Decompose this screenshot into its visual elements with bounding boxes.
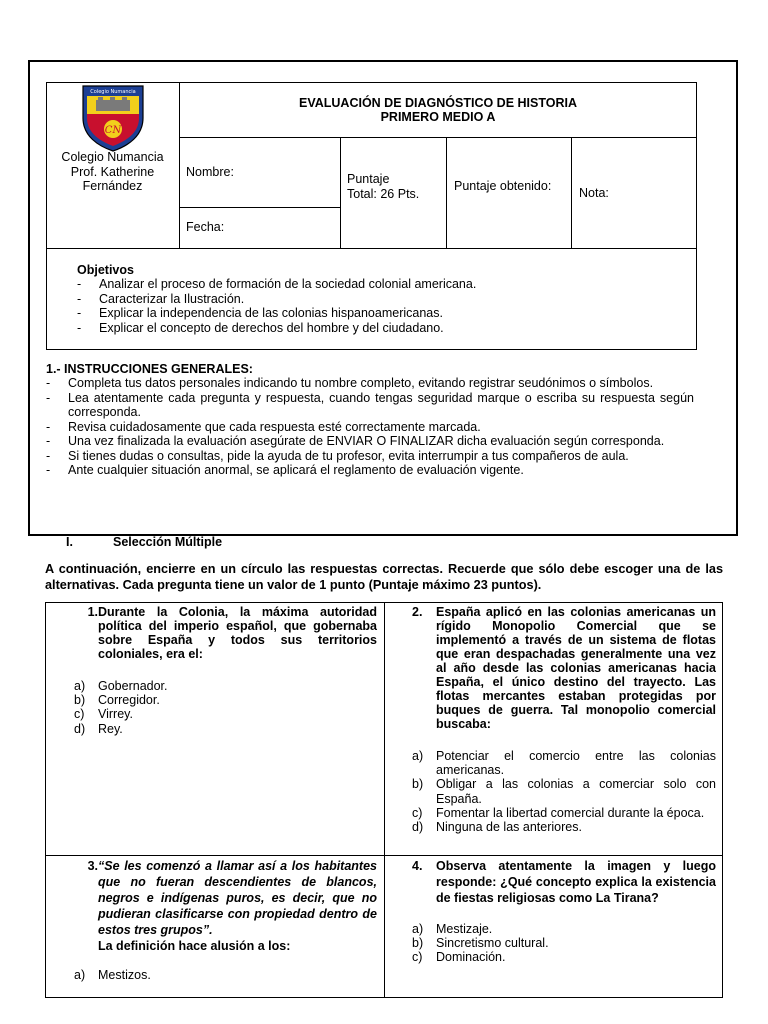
question-quote: “Se les comenzó a llamar así a los habitantes que no fueran descendientes de blancos, negros e indígenas puros, es decir, que no pudieran clasificarse con propiedad dentro de estos tres grupos”. [98, 859, 377, 937]
option-item[interactable]: d) Rey. [74, 721, 123, 736]
school-name: Colegio Numancia [61, 150, 164, 164]
instruction-item: - Lea atentamente cada pregunta y respuesta, cuando tengas seguridad marque o escriba su respuesta según corresponda. [46, 391, 694, 420]
question-text: Observa atentamente la imagen y luego responde: ¿Qué concepto explica la existencia de fiestas religiosas como La Tirana? [436, 859, 716, 905]
puntaje-obtenido-label: Puntaje obtenido: [454, 179, 552, 193]
instruction-item: - Revisa cuidadosamente que cada respuesta esté correctamente marcada. [46, 420, 694, 435]
question-4 [398, 858, 716, 965]
section-intro: A continuación, encierre en un círculo las respuestas correctas. Recuerde que sólo debe escoger una de las alternativas. Cada pregunta tiene un valor de 1 punto (Puntaje máximo 23 puntos). [45, 562, 723, 592]
options-list [74, 679, 377, 736]
option-item[interactable]: b) Obligar a las colonias a comerciar solo con España. [412, 777, 716, 806]
question-2 [398, 605, 716, 834]
option-item[interactable]: a) Mestizos. [74, 968, 151, 982]
objective-item: - Explicar la independencia de las colonias hispanoamericanas. [77, 306, 677, 321]
instruction-item: - Completa tus datos personales indicando tu nombre completo, evitando registrar seudónimos o símbolos. [46, 376, 694, 391]
header-divider [340, 137, 341, 249]
question-3 [60, 858, 377, 982]
header-divider [179, 137, 697, 138]
nota-label: Nota: [579, 186, 609, 200]
objective-item: - Caracterizar la Ilustración. [77, 292, 677, 307]
option-item[interactable]: a) Potenciar el comercio entre las colonias americanas. [412, 749, 716, 778]
option-item[interactable]: b) Sincretismo cultural. [412, 936, 549, 951]
table-divider [45, 855, 723, 856]
school-logo [80, 84, 146, 152]
option-item[interactable]: a) Gobernador. [74, 679, 168, 693]
instructions-title: 1.- INSTRUCCIONES GENERALES: [46, 362, 253, 376]
option-item[interactable]: a) Mestizaje. [412, 922, 493, 936]
option-item[interactable]: c) Fomentar la libertad comercial durante la época. [412, 805, 705, 820]
options-list [412, 749, 716, 834]
options-list [74, 968, 377, 982]
question-number: 1. [87, 605, 98, 619]
fecha-label: Fecha: [186, 220, 225, 234]
option-item[interactable]: c) Virrey. [74, 707, 133, 722]
puntaje-total [347, 172, 419, 201]
question-1 [60, 605, 377, 736]
exam-title-line1: EVALUACIÓN DE DIAGNÓSTICO DE HISTORIA [298, 96, 578, 110]
objective-item: - Analizar el proceso de formación de la sociedad colonial americana. [77, 277, 677, 292]
teacher-name: Prof. Katherine Fernández [70, 164, 155, 193]
exam-title [179, 96, 697, 124]
question-text: Durante la Colonia, la máxima autoridad política del imperio español, que gobernaba sobre España y todos sus territorios coloniales, era el: [98, 605, 377, 661]
exam-title-line2: PRIMERO MEDIO A [380, 110, 496, 124]
logo-monogram: CN [104, 125, 122, 136]
question-number: 4. [412, 859, 423, 873]
question-text: La definición hace alusión a los: [98, 939, 291, 953]
question-text: España aplicó en las colonias americanas un rígido Monopolio Comercial que se implementó a través de un sistema de flotas que eran despachadas generalmente una vez al año desde las colonias americanas hacia España, el único destino del trayecto. Las flotas mercantes estaban protegidas por buques de guerra. Tal monopolio comercial buscaba: [436, 605, 716, 731]
instruction-item: - Si tienes dudas o consultas, pide la ayuda de tu profesor, evita interrumpir a tus compañeros de aula. [46, 449, 694, 464]
table-divider [384, 602, 385, 998]
option-item[interactable]: d) Ninguna de las anteriores. [412, 820, 582, 835]
option-item[interactable]: c) Dominación. [412, 950, 506, 965]
instructions-list [46, 376, 694, 478]
logo-text: Colegio Numancia [90, 89, 136, 95]
puntaje-label: Puntaje [347, 172, 390, 186]
header-divider [446, 137, 447, 249]
instruction-item: - Una vez finalizada la evaluación asegúrate de ENVIAR O FINALIZAR dicha evaluación según corresponda. [46, 434, 694, 449]
school-info [46, 150, 179, 194]
options-list [412, 922, 716, 965]
header-divider [571, 137, 572, 249]
objective-item: - Explicar el concepto de derechos del hombre y del ciudadano. [77, 321, 677, 336]
nombre-label: Nombre: [186, 165, 234, 179]
question-number: 2. [412, 605, 423, 619]
section-numeral: I. [66, 535, 73, 549]
header-divider [179, 207, 340, 208]
question-number: 3. [87, 859, 98, 873]
option-item[interactable]: b) Corregidor. [74, 693, 160, 708]
section-title: Selección Múltiple [113, 535, 223, 549]
objectives-list [77, 277, 677, 335]
objectives-title: Objetivos [77, 263, 134, 277]
instruction-item: - Ante cualquier situación anormal, se aplicará el reglamento de evaluación vigente. [46, 463, 694, 478]
puntaje-total-value: Total: 26 Pts. [347, 186, 420, 201]
